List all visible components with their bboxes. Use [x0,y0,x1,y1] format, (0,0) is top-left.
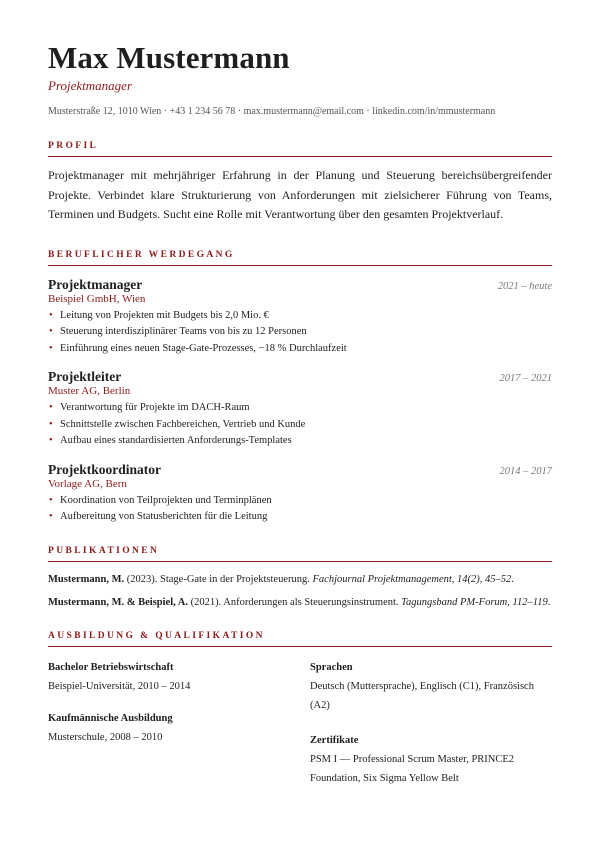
job-bullet-text: Aufbau eines standardisierten Anforderungs-Templates [60,435,292,446]
education-column-left [48,658,310,788]
education-column-right [310,658,552,788]
bullet-icon: • [49,402,53,413]
job-bullet-text: Koordination von Teilprojekten und Terminplänen [60,494,272,506]
qualification-label: Sprachen [310,661,353,673]
publication-authors: Mustermann, M. & Beispiel, A. [48,596,188,608]
candidate-name: Max Mustermann [48,40,290,75]
publication-item [48,573,552,587]
job-bullet [48,509,552,526]
job-bullet-text: Leitung von Projekten mit Budgets bis 2,0 Mio. € [60,309,269,321]
job-bullet [48,341,552,358]
job-date: 2021 – heute [497,280,552,292]
section-heading-publikationen: PUBLIKATIONEN [48,546,552,562]
job-date: 2017 – 2021 [499,373,552,384]
job-bullet-text: Einführung eines neuen Stage-Gate-Prozesses, −18 % Durchlaufzeit [60,342,347,354]
job-company: Muster AG, Berlin [48,385,131,397]
publication-list [48,573,552,610]
qualification-value: PSM I — Professional Scrum Master, PRINCE2 Foundation, Six Sigma Yellow Belt [310,753,515,784]
job-date: 2014 – 2017 [499,465,552,477]
section-heading-werdegang: BERUFLICHER WERDEGANG [48,250,552,266]
job-bullets [48,308,552,358]
education-value: Beispiel-Universität, 2010 – 2014 [48,680,191,692]
bullet-icon: • [49,418,53,430]
education-label: Bachelor Betriebswirtschaft [48,661,174,673]
education-grid [48,658,552,788]
bullet-icon: • [49,511,53,522]
job-entry [48,369,552,450]
job-bullet [48,417,552,434]
contact-line: Musterstraße 12, 1010 Wien · +43 1 234 56 78 · max.mustermann@email.com · linkedin.com/in/mmustermann [48,106,496,117]
job-bullet [48,493,552,510]
education-value: Musterschule, 2008 – 2010 [48,731,163,743]
publication-authors: Mustermann, M. [48,573,125,585]
job-bullets [48,493,552,526]
job-bullets [48,400,552,450]
job-bullet-text: Aufbereitung von Statusberichten für die Leitung [60,511,268,522]
job-role: Projektmanager [48,276,143,292]
publication-title: (2021). Anforderungen als Steuerungsinstrument. [188,596,402,608]
job-entry [48,462,552,526]
job-role: Projektkoordinator [48,461,161,477]
bullet-icon: • [49,342,53,354]
publication-end: . [547,596,551,608]
publication-title: (2023). Stage-Gate in der Projektsteuerung. [124,573,313,585]
bullet-icon: • [49,326,53,337]
section-heading-profil: PROFIL [48,141,552,157]
section-heading-ausbildung: AUSBILDUNG & QUALIFIKATION [48,631,552,647]
job-role: Projektleiter [48,369,122,384]
qualification-value: Deutsch (Muttersprache), Englisch (C1), Französisch (A2) [310,680,534,711]
job-bullet-text: Steuerung interdisziplinärer Teams von bis zu 12 Personen [60,326,307,337]
job-header [48,369,552,384]
publication-item [48,596,552,610]
publication-venue: Fachjournal Projektmanagement, 14(2), 45–52 [312,573,512,585]
job-company: Beispiel GmbH, Wien [48,292,146,305]
publication-end: . [511,573,514,585]
job-bullet [48,400,552,417]
job-bullet-text: Verantwortung für Projekte im DACH-Raum [60,402,250,413]
job-bullet [48,308,552,325]
job-company: Vorlage AG, Bern [48,477,127,490]
bullet-icon: • [49,309,53,321]
job-entry [48,277,552,358]
job-bullet [48,324,552,341]
publication-venue: Tagungsband PM-Forum, 112–119 [401,596,548,608]
job-header [48,462,552,477]
job-header [48,277,552,292]
job-bullet-text: Schnittstelle zwischen Fachbereichen, Vertrieb und Kunde [60,418,306,430]
education-label: Kaufmännische Ausbildung [48,712,173,724]
profil-text: Projektmanager mit mehrjähriger Erfahrung in der Planung und Steuerung bereichsübergreifender Projekte. Verbindet klare Strukturierung von Anforderungen mit zielsicherer Führung von Teams, Terminen und Budgets. Sucht eine Rolle mit Verantwortung über den gesamten Projektverlauf. [48,168,552,221]
candidate-title: Projektmanager [48,78,132,93]
bullet-icon: • [49,435,53,446]
job-bullet [48,433,552,450]
bullet-icon: • [49,494,53,506]
qualification-label: Zertifikate [310,734,359,746]
